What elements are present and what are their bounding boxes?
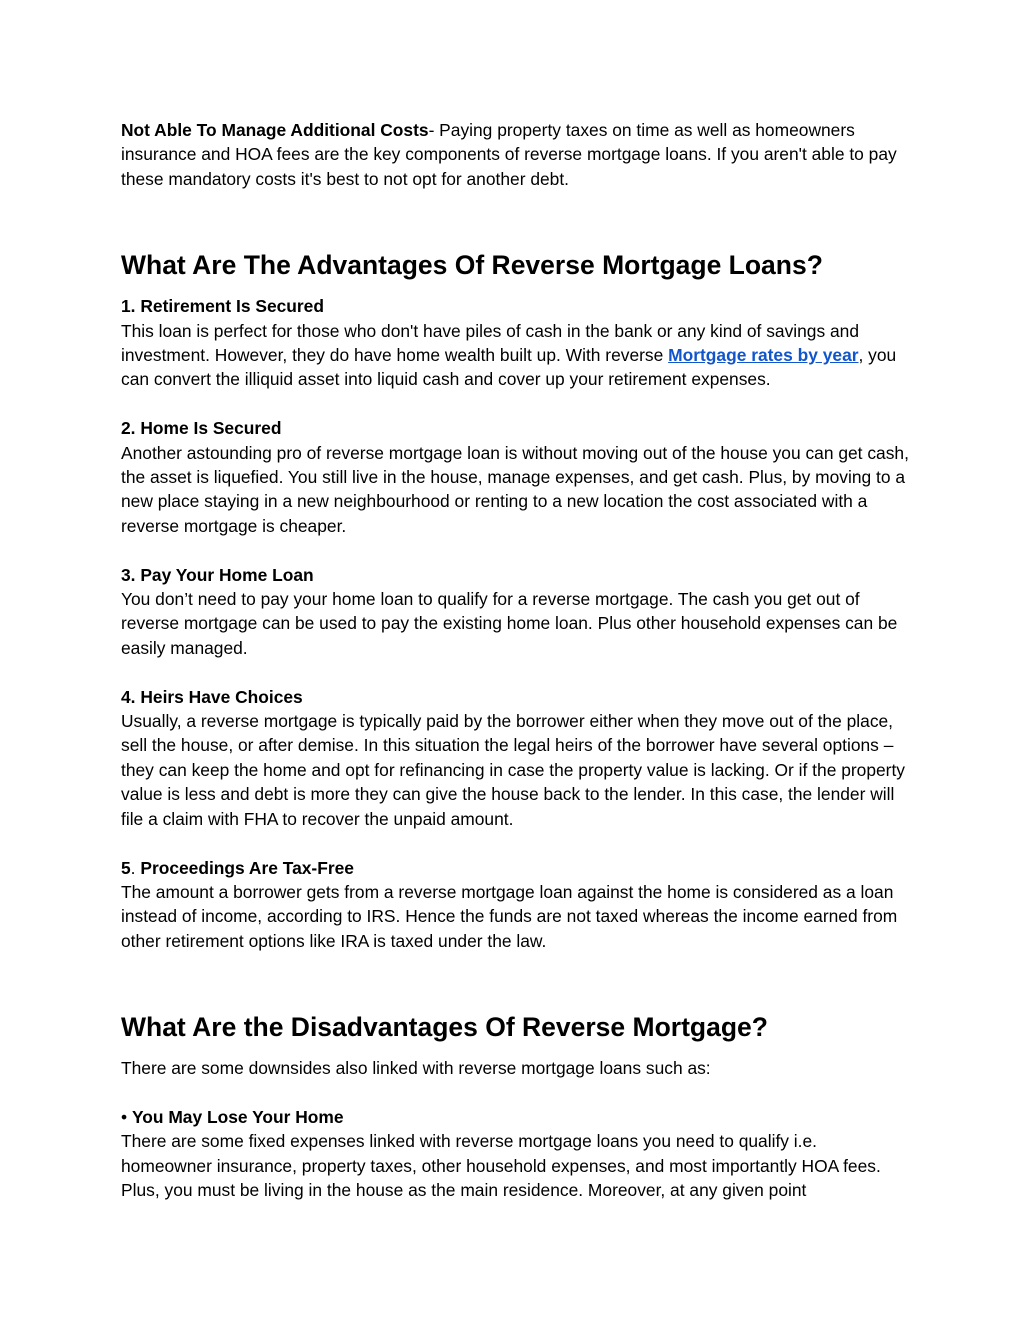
advantage-item-5-text: The amount a borrower gets from a reverse mortgage loan against the home is considered as a loan instead of income, according to IRS. Hence the funds are not taxed whereas the income earned from other retirement options like IRA is taxed under the law. bbox=[121, 881, 898, 951]
advantage-item-1-title: 1. Retirement Is Secured bbox=[121, 296, 324, 317]
advantage-item-5-separator: . bbox=[130, 857, 141, 878]
mortgage-rates-link[interactable]: Mortgage rates by year bbox=[668, 345, 859, 366]
disadvantage-item-1-text: There are some fixed expenses linked with reverse mortgage loans you need to qualify i.e. homeowner insurance, property taxes, other household expenses, and most importantly HOA fees. Plus, you must be living in the house as the main residence. Moreover, at any given point bbox=[121, 1131, 881, 1201]
advantage-item-3 bbox=[121, 563, 911, 661]
advantage-item-2-text: Another astounding pro of reverse mortgage loan is without moving out of the house you can get cash, the asset is liquefied. You still live in the house, manage expenses, and get cash. Plus, by moving to a new place staying in a new neighbourhood or renting to a new location the cost associated with a reverse mortgage is cheaper. bbox=[121, 442, 909, 536]
intro-title: Not Able To Manage Additional Costs bbox=[121, 120, 429, 140]
advantage-item-3-text: You don’t need to pay your home loan to qualify for a reverse mortgage. The cash you get out of reverse mortgage can be used to pay the existing home loan. Plus other household expenses can be easily managed. bbox=[121, 589, 898, 658]
advantage-item-4 bbox=[121, 685, 911, 831]
advantage-item-4-text: Usually, a reverse mortgage is typically paid by the borrower either when they move out of the place, sell the house, or after demise. In this situation the legal heirs of the borrower have several options – they can keep the home and opt for refinancing in case the property value is lacking. Or if the property value is less and debt is more they can give the house back to the lender. In this case, the lender will file a claim with FHA to recover the unpaid amount. bbox=[121, 711, 905, 829]
disadvantages-intro: There are some downsides also linked with reverse mortgage loans such as: bbox=[121, 1058, 711, 1079]
advantage-item-2-title: 2. Home Is Secured bbox=[121, 418, 282, 439]
intro-paragraph bbox=[121, 118, 911, 191]
advantage-item-1-text-after: , you can convert the illiquid asset into liquid cash and cover up your retirement expenses. bbox=[121, 345, 897, 390]
bullet-marker: • bbox=[121, 1106, 128, 1127]
advantages-heading: What Are The Advantages Of Reverse Mortgage Loans? bbox=[121, 250, 823, 281]
advantage-item-1 bbox=[121, 294, 911, 392]
disadvantage-item-1-title: You May Lose Your Home bbox=[131, 1106, 344, 1127]
intro-text: - Paying property taxes on time as well as homeowners insurance and HOA fees are the key components of reverse mortgage loans. If you aren't able to pay these mandatory costs it's best to not opt for another debt. bbox=[121, 120, 897, 189]
advantage-item-2 bbox=[121, 416, 911, 538]
advantage-item-3-title: 3. Pay Your Home Loan bbox=[121, 564, 314, 585]
advantage-item-5 bbox=[121, 856, 911, 954]
advantage-item-5-number: 5 bbox=[121, 857, 131, 878]
advantage-item-4-title: 4. Heirs Have Choices bbox=[121, 686, 303, 707]
advantage-item-1-text-before: This loan is perfect for those who don't have piles of cash in the bank or any kind of savings and investment. However, they do have home wealth built up. With reverse bbox=[121, 320, 860, 366]
document-page bbox=[121, 118, 911, 1227]
disadvantage-item-1 bbox=[121, 1105, 911, 1203]
disadvantages-heading: What Are the Disadvantages Of Reverse Mortgage? bbox=[121, 1012, 768, 1043]
advantage-item-5-title: Proceedings Are Tax-Free bbox=[140, 857, 354, 878]
